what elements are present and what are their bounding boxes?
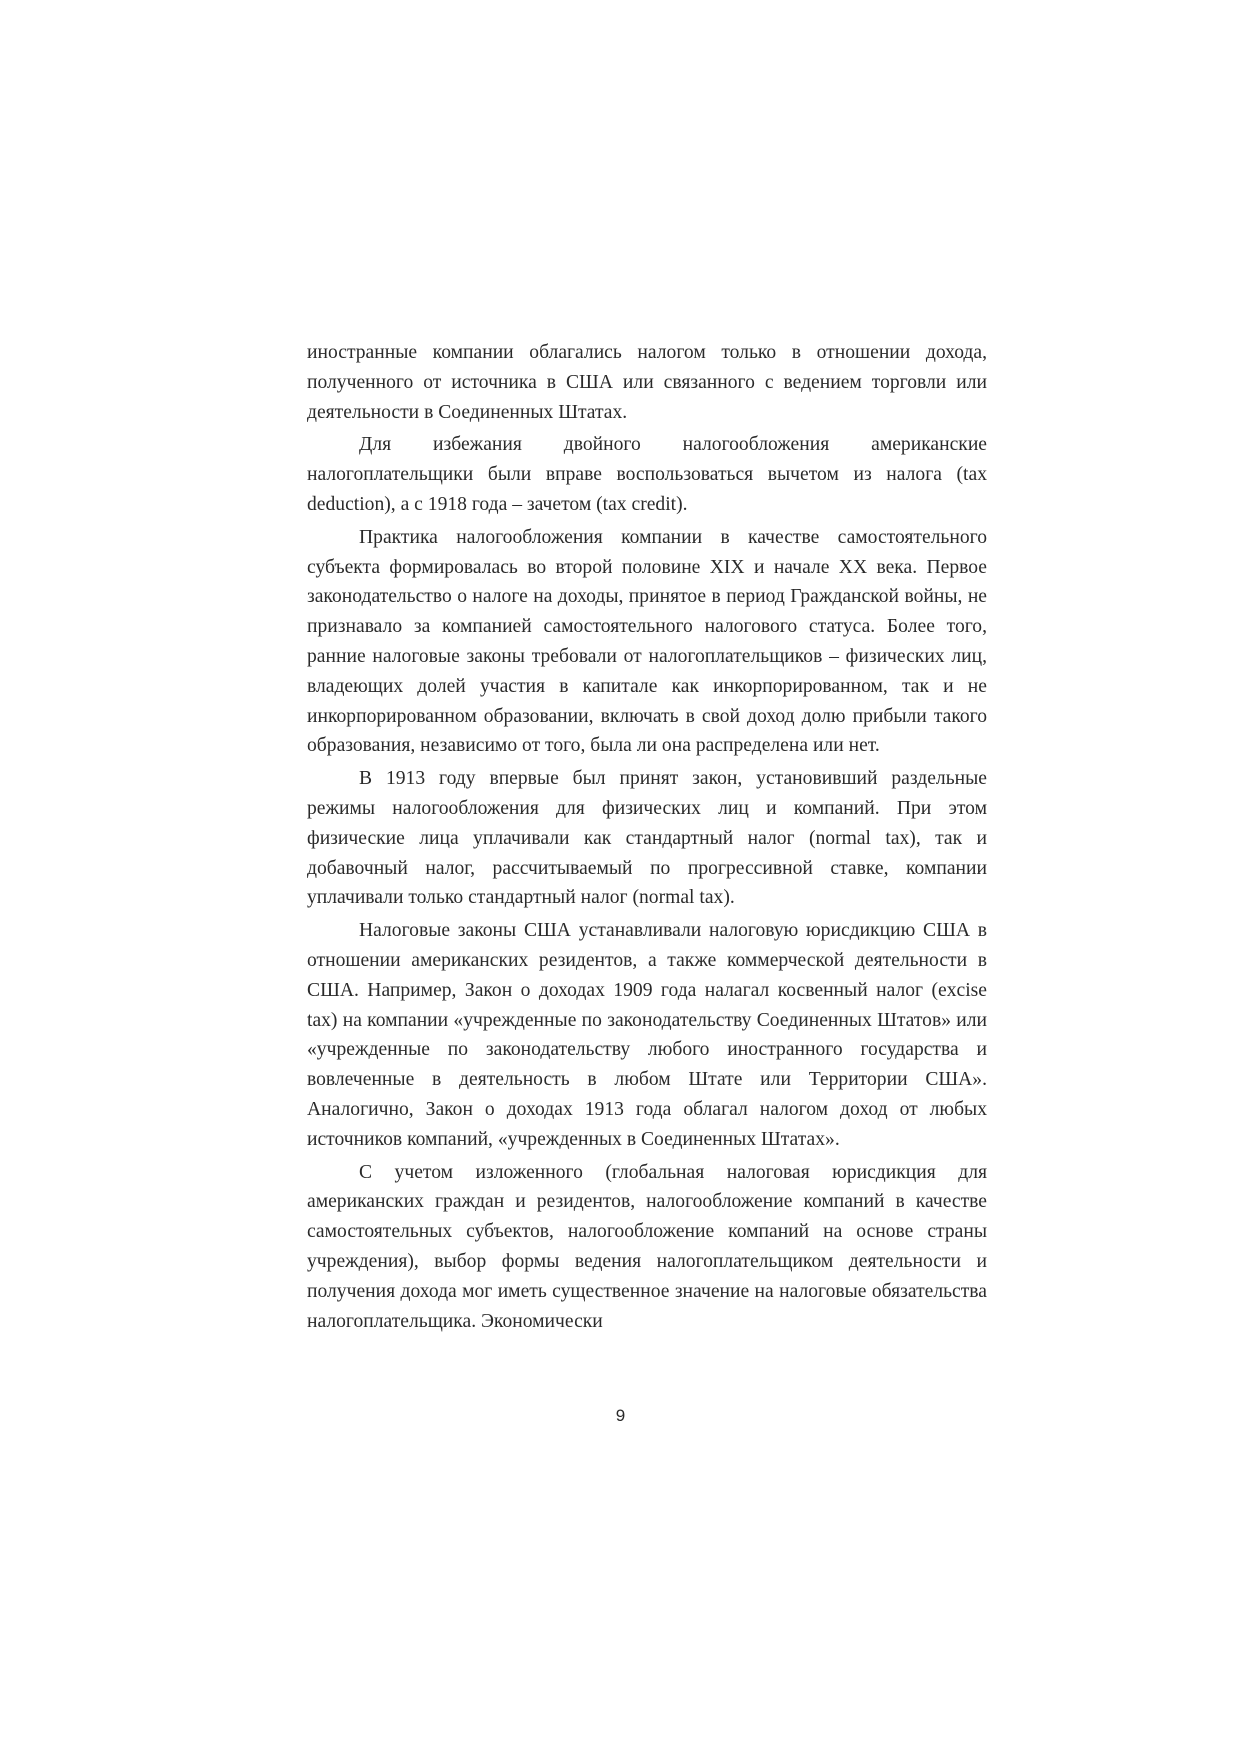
paragraph-tax-jurisdiction: Налоговые законы США устанавливали налоговую юрисдикцию США в отношении американских резидентов, а также коммерческой деятельности в США. Например, Закон о доходах 1909 года налагал косвенный налог (excise tax) на компании «учрежденные по законодательству Соединенных Штатов» или «учрежденные по законодательству любого иностранного государства и вовлеченные в деятельность в любом Штате или Территории США». Аналогично, Закон о доходах 1913 года облагал налогом доход от любых источников компаний, «учрежденных в Соединенных Штатах». xyxy=(307,920,987,1150)
paragraph-continuation: иностранные компании облагались налогом только в отношении дохода, полученного от источника в США или связанного с ведением торговли или деятельности в Соединенных Штатах. xyxy=(307,342,987,423)
paragraph-company-taxation-practice: Практика налогообложения компании в качестве самостоятельного субъекта формировалась во второй половине XIX и начале XX века. Первое законодательство о налоге на доходы, принятое в период Гражданской войны, не признавало за компанией самостоятельного налогового статуса. Более того, ранние налоговые законы требовали от налогоплательщиков – физических лиц, владеющих долей участия в капитале как инкорпорированном, так и не инкорпорированном образовании, включать в свой доход долю прибыли такого образования, независимо от того, была ли она распределена или нет. xyxy=(307,526,987,757)
page-number: 9 xyxy=(615,1406,626,1425)
paragraph-double-taxation: Для избежания двойного налогообложения американские налогоплательщики были вправе воспользоваться вычетом из налога (tax deduction), а с 1918 года – зачетом (tax credit). xyxy=(307,434,987,515)
body-text xyxy=(307,338,987,1336)
paragraph-conclusion: С учетом изложенного (глобальная налоговая юрисдикция для американских граждан и резидентов, налогообложение компаний в качестве самостоятельных субъектов, налогообложение компаний на основе страны учреждения), выбор формы ведения налогоплательщиком деятельности и получения дохода мог иметь существенное значение на налоговые обязательства налогоплательщика. Экономически xyxy=(307,1161,987,1332)
paragraph-1913-law: В 1913 году впервые был принят закон, установивший раздельные режимы налогообложения для физических лиц и компаний. При этом физические лица уплачивали как стандартный налог (normal tax), так и добавочный налог, рассчитываемый по прогрессивной ставке, компании уплачивали только стандартный налог (normal tax). xyxy=(307,768,987,909)
